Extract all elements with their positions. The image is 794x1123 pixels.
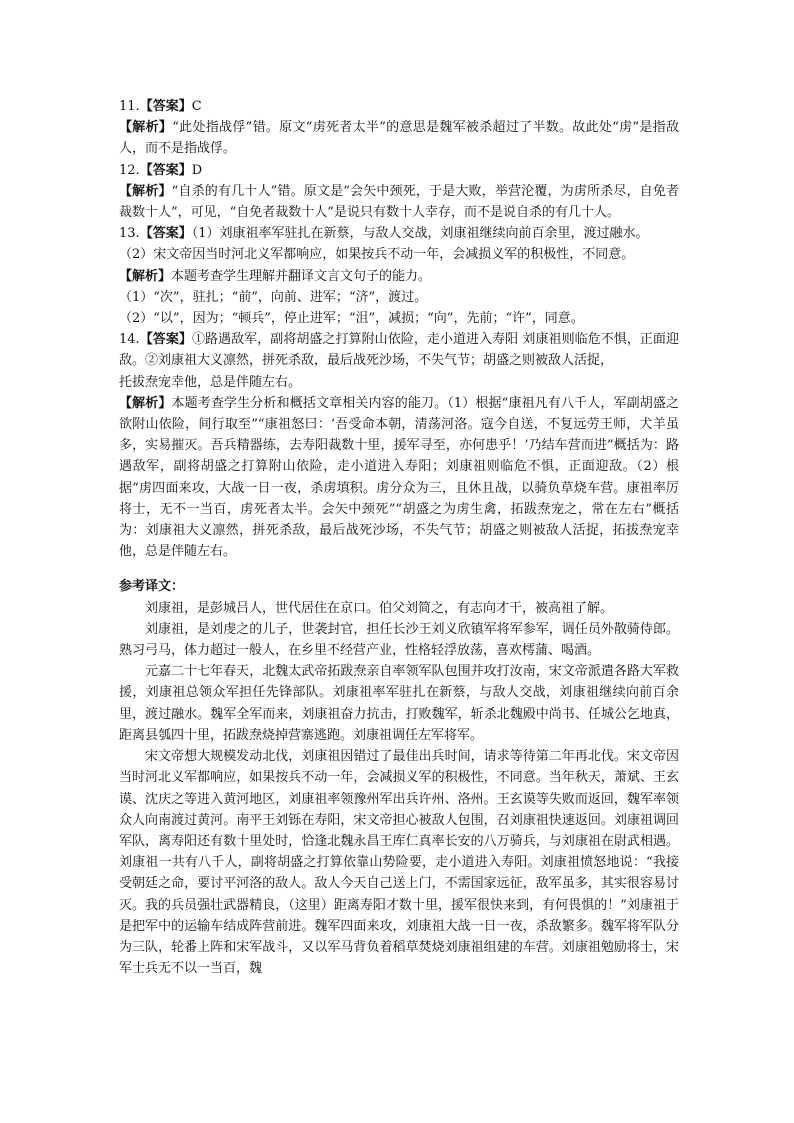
q11-number: 11. [119,99,140,114]
q14-number: 14. [119,332,140,348]
q12-answer-value: D [191,162,203,178]
q13-analysis [119,266,679,287]
q14-analysis-text: 本题考查学生分析和概括文章相关内容的能刀。（1）根据“康祖凡有八千人，军副胡盛之欲附山依险，间行取至”“康祖怒曰：‘吾受命本朝，清荡河洛。寇今自送，不复远劳王师，犬羊虽多，实易摧灭。吾兵精器练，去寿阳裁数十里，援军寻至，亦何患乎！’乃结车营而进”概括为：路遇敌军，副将胡盛之打算附山依险，走小道进入寿阳；刘康祖则临危不惧，正面迎敌。（2）根据“虏四面来攻，大战一日一夜，杀虏填积。虏分众为三，且休且战，以骑负草烧车营。康祖率厉将士，无不一当百，虏死者太半。会矢中颈死”“胡盛之为虏生禽，拓跋焘宠之，常在左右”概括为：刘康祖大义凛然，拼死杀敌，最后战死沙场，不失气节；胡盛之则被敌人活捉，拓拔焘宠幸他，总是伴随左右。 [119,395,679,560]
translation-paragraph: 宋文帝想大规模发动北伐，刘康祖因错过了最佳出兵时间，请求等待第二年再北伐。宋文帝因当时河北义军都响应，如果按兵不动一年，会减损义军的积极性，不同意。当年秋天，萧斌、王玄谟、沈庆之等进入黄河地区，刘康祖率领豫州军出兵许州、洛州。王玄谟等失败而返回，魏军率领众人向南渡过黄河。南平王刘铄在寿阳，宋文帝担心被敌人包围，召刘康祖快速返回。刘康祖调回军队，离寿阳还有数十里处时，恰逢北魏永昌王库仁真率长安的八万骑兵，与刘康祖在尉武相遇。刘康祖一共有八千人，副将胡盛之打算依靠山势险要，走小道进入寿阳。刘康祖愤怒地说：“我接受朝廷之命，要讨平河洛的敌人。敌人今天自己送上门，不需国家远征，敌军虽多，其实很容易讨灭。我的兵员强壮武器精良，（这里）距离寿阳才数十里，援军很快来到，有何畏惧的！”刘康祖于是把军中的运输车结成阵营前进。魏军四面来攻，刘康祖大战一日一夜，杀敌繁多。魏军将军队分为三队，轮番上阵和宋军战斗，又以军马背负着稻草焚烧刘康祖组建的车营。刘康祖勉励将士，宋军士兵无不以一当百，魏 [119,749,679,977]
section-spacer [119,562,679,576]
q13-number: 13. [119,226,140,242]
analysis-label: 【解析】 [119,395,172,411]
translation-paragraph: 元嘉二十七年春天，北魏太武帝拓跋焘亲自率领军队包围并攻打汝南，宋文帝派遣各路大军救援，刘康祖总领众军担任先锋部队。刘康祖率军驻扎在新蔡，与敌人交战，刘康祖继续向前百余里，渡过融水。魏军全军而来，刘康祖奋力抗击，打败魏军，斩杀北魏殿中尚书、任城公乞地真，距离县瓠四十里，拓跋焘烧掉营寨逃跑。刘康祖调任左军将军。 [119,664,679,743]
q13-line-a: （1）“次”，驻扎；“前”，向前、进军；“济”，渡过。 [119,289,428,305]
q11-analysis-text: “此处指战俘”错。原文“虏死者太半”的意思是魏军被杀超过了半数。故此处“虏”是指敌人，而不是指战俘。 [119,120,679,157]
q14-answer-value: ①路遇敌军，副将胡盛之打算附山依险，走小道进入寿阳 刘康祖则临危不惧，正面迎敌。②刘康祖大义凛然，拼死杀敌，最后战死沙场，不失气节；胡盛之则被敌人活捉， [119,332,679,369]
q13-line-b: （2）“以”，因为；“顿兵”，停止进军；“沮”，减损；“向”，先前；“许”，同意。 [119,311,584,327]
q14-answer [119,329,679,371]
analysis-label: 【解析】 [119,268,172,284]
translation-title: 参考译文： [119,579,185,595]
analysis-label: 【解析】 [119,183,172,199]
answer-label: 【答案】 [139,226,192,242]
document-page [119,96,679,979]
q12-number: 12. [119,162,140,178]
q11-answer-value: C [191,99,202,114]
analysis-label: 【解析】 [119,120,173,136]
answer-label: 【答案】 [139,99,192,114]
translation-paragraph: 刘康祖，是彭城吕人，世代居住在京口。伯父刘简之，有志向才干，被高祖了解。 [145,600,614,616]
q13-answer-value: （1）刘康祖率军驻扎在新蔡，与敌人交战，刘康祖继续向前百余里，渡过融水。 [191,226,649,242]
q11-answer [119,96,679,117]
q13-answer [119,223,679,244]
q12-analysis [119,181,679,223]
q11-analysis [119,117,679,159]
q14-analysis [119,393,679,563]
answer-label: 【答案】 [139,332,192,348]
q13-answer-line2: （2）宋文帝因当时河北义军都响应，如果按兵不动一年，会减损义军的积极性，不同意。 [119,247,635,263]
q12-answer [119,160,679,181]
q14-answer-line2: 托拔焘宠幸他，总是伴随左右。 [119,374,302,390]
q12-analysis-text: “自杀的有几十人”错。原文是“会矢中颈死，于是大败，举营沦覆，为虏所杀尽，自免者裁数十人”，可见，“自免者裁数十人”是说只有数十人幸存，而不是说自杀的有几十人。 [119,183,679,221]
translation-paragraph: 刘康祖，是刘虔之的儿子，世袭封官，担任长沙王刘义欣镇军将军参军，调任员外散骑侍郎。熟习弓马，体力超过一般人，在乡里不经营产业，性格轻浮放荡，喜欢樗蒲、喝酒。 [119,621,679,659]
q13-analysis-text: 本题考查学生理解并翻译文言文句子的能力。 [171,268,432,284]
answer-label: 【答案】 [139,162,192,178]
